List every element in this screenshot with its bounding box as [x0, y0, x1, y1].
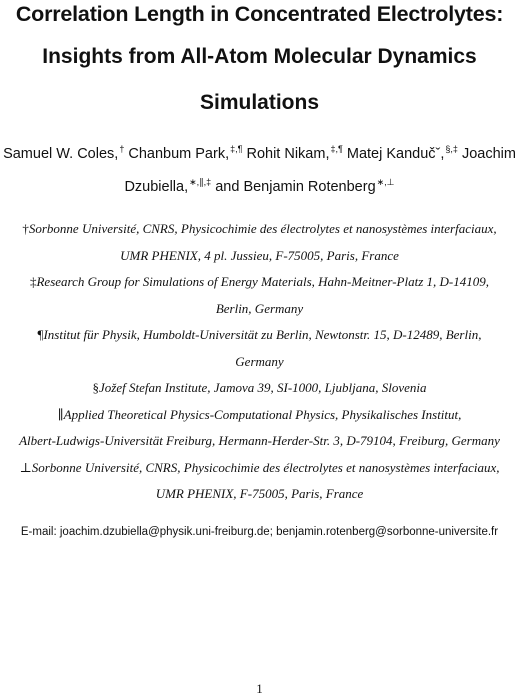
author-name: Matej Kandučˇ, [346, 146, 445, 162]
paper-title-line-1: Correlation Length in Concentrated Electrolytes: [15, 2, 504, 26]
affiliation-line [0, 408, 519, 421]
affiliation-text: Sorbonne Université, CNRS, Physicochimie des électrolytes et nanosystèmes interfaciaux, [31, 460, 500, 475]
affiliation-marker: † [22, 221, 29, 236]
author-name: Rohit Nikam, [246, 146, 330, 162]
email-line: E-mail: joachim.dzubiella@physik.uni-freiburg.de; benjamin.rotenberg@sorbonne-universite.fr [20, 526, 499, 538]
affiliation-text: Berlin, Germany [215, 301, 304, 316]
affiliation-line [0, 355, 519, 368]
author-line-2 [0, 177, 519, 195]
affiliation-marker: ⊥ [19, 460, 32, 475]
author-affiliation-marker: ∗,∥,‡ [189, 177, 212, 187]
affiliation-marker: § [92, 380, 99, 395]
author-affiliation-marker: ∗,⊥ [376, 177, 395, 187]
author-name: Joachim [461, 146, 516, 162]
author-affiliation-marker: §,‡ [445, 144, 458, 154]
affiliation-line [0, 249, 519, 262]
affiliation-text: Germany [235, 354, 284, 369]
affiliation-marker: ‡ [29, 274, 37, 289]
affiliation-line [0, 487, 519, 500]
affiliation-text: UMR PHENIX, 4 pl. Jussieu, F-75005, Paris, France [120, 248, 399, 263]
author-affiliation-marker: † [119, 144, 125, 154]
author-affiliation-marker: ‡,¶ [330, 144, 343, 154]
author-name: Chanbum Park, [128, 146, 230, 162]
affiliation-marker: ¶ [37, 327, 44, 342]
paper-title-line-2: Insights from All-Atom Molecular Dynamics [42, 45, 477, 68]
page-number: 1 [256, 681, 263, 696]
affiliation-text: UMR PHENIX, F-75005, Paris, France [155, 486, 364, 501]
affiliation-marker: ∥ [57, 407, 64, 422]
affiliation-line [0, 381, 519, 394]
affiliation-text: Applied Theoretical Physics-Computational Physics, Physikalisches Institut, [63, 407, 462, 422]
affiliation-text: Research Group for Simulations of Energy Materials, Hahn-Meitner-Platz 1, D-14109, [36, 274, 490, 289]
author-name: Dzubiella, [124, 179, 189, 195]
paper-title-line-3: Simulations [199, 91, 320, 114]
author-line-1 [0, 144, 519, 162]
author-affiliation-marker: ‡,¶ [230, 144, 243, 154]
affiliation-line [0, 434, 519, 447]
affiliation-line [0, 328, 519, 341]
affiliation-line [0, 302, 519, 315]
author-name: Samuel W. Coles, [3, 146, 119, 162]
affiliation-text: Institut für Physik, Humboldt-Universität zu Berlin, Newtonstr. 15, D-12489, Berlin, [43, 327, 482, 342]
affiliation-line [0, 222, 519, 235]
affiliation-line [0, 275, 519, 288]
affiliation-text: Albert-Ludwigs-Universität Freiburg, Hermann-Herder-Str. 3, D-79104, Freiburg, Germany [19, 433, 500, 448]
affiliation-text: Jožef Stefan Institute, Jamova 39, SI-1000, Ljubljana, Slovenia [99, 380, 427, 395]
affiliation-text: Sorbonne Université, CNRS, Physicochimie des électrolytes et nanosystèmes interfaciaux, [28, 221, 497, 236]
author-name: and Benjamin Rotenberg [215, 179, 376, 195]
affiliation-line [0, 461, 519, 474]
